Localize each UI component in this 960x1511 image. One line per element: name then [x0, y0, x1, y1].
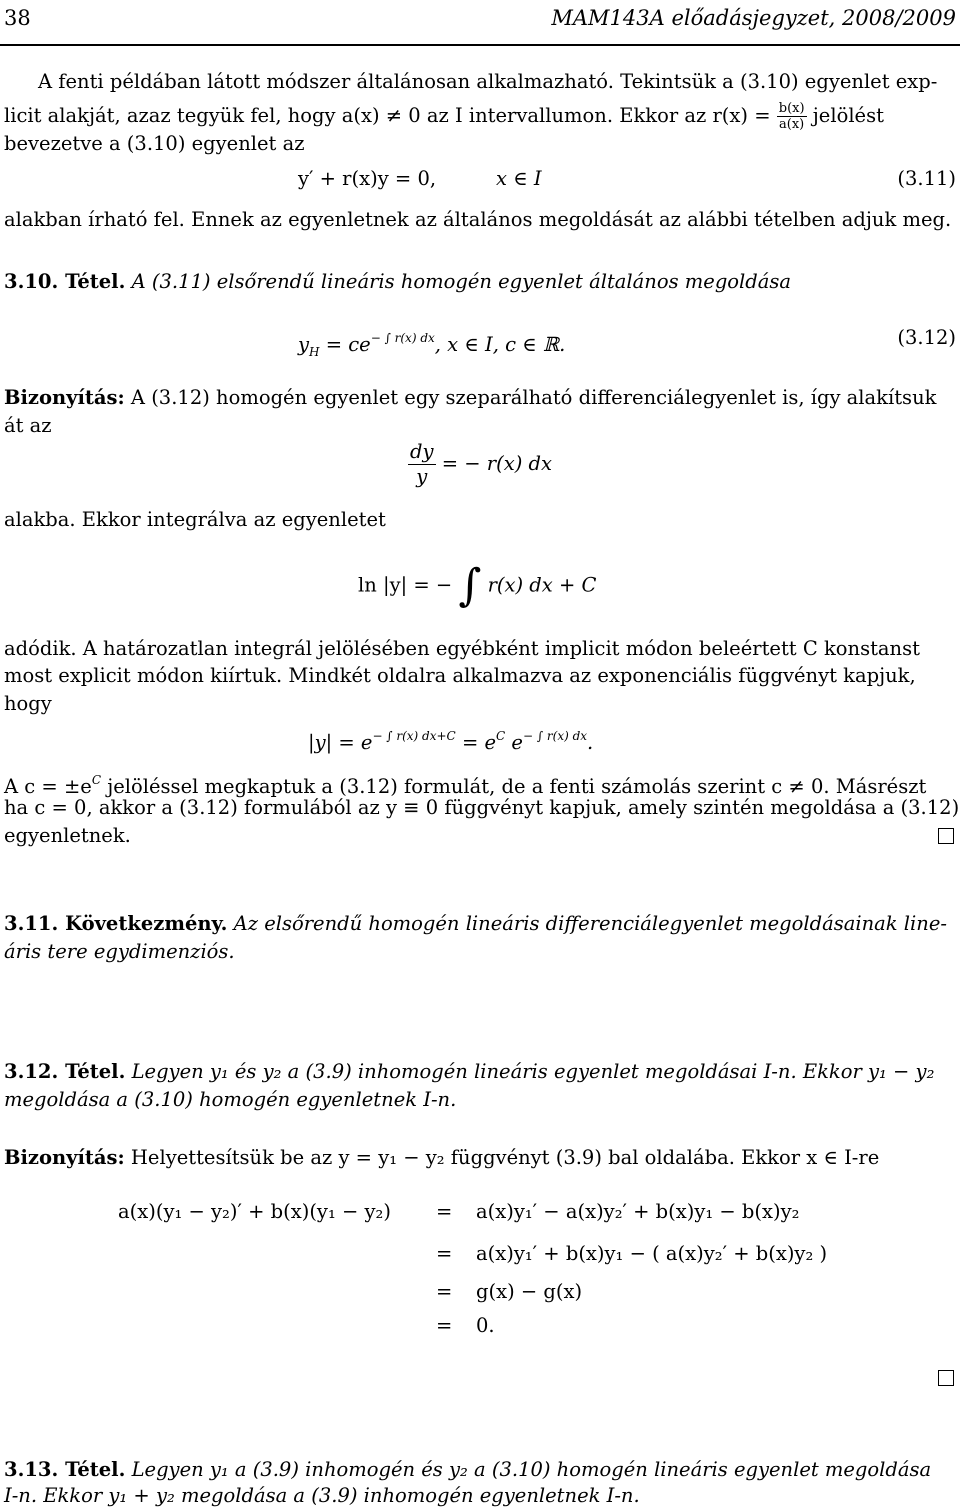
equation-part: = e	[455, 731, 497, 754]
proof-text: A c = ±e	[4, 775, 92, 798]
exponent: − ∫ r(x) dx+C	[372, 729, 456, 743]
paragraph-line: bevezetve a (3.10) egyenlet az	[4, 132, 305, 155]
exponent: C	[496, 729, 506, 743]
fraction-numerator: b(x)	[778, 101, 805, 116]
separated-equation	[408, 440, 552, 489]
equation-part: e	[505, 731, 523, 754]
exponent: − ∫ r(x) dx	[522, 729, 588, 743]
equation-rhs: = − r(x) dx	[441, 452, 552, 475]
proof-line	[4, 768, 926, 799]
exponential-equation	[308, 724, 593, 755]
proof-heading: Bizonyítás:	[4, 386, 125, 409]
paragraph-line: A fenti példában látott módszer általánosan alkalmazható. Tekintsük a (3.10) egyenlet exp-	[38, 70, 938, 93]
corollary-line: áris tere egydimenziós.	[4, 940, 235, 963]
proof-line: egyenletnek.	[4, 824, 131, 847]
proof-line	[4, 1146, 879, 1170]
theorem-heading: 3.13. Tétel.	[4, 1458, 126, 1481]
proof-line: ha c = 0, akkor a (3.12) formulából az y ≡ 0 függvényt kapjuk, amely szintén megoldása a (3.12)	[4, 796, 960, 819]
theorem-line: I-n. Ekkor y₁ + y₂ megoldása a (3.9) inhomogén egyenletnek I-n.	[4, 1484, 640, 1507]
theorem-text: A (3.11) elsőrendű lineáris homogén egyenlet általános megoldása	[131, 270, 792, 293]
equation-condition: x ∈ I	[496, 167, 542, 190]
paragraph-text: licit alakját, azaz tegyük fel, hogy a(x) ≠ 0 az I intervallumon. Ekkor az r(x) =	[4, 104, 771, 127]
proof-line: át az	[4, 414, 52, 437]
theorem-line	[4, 1458, 931, 1482]
fraction-denominator: a(x)	[779, 117, 805, 132]
theorem-line: megoldása a (3.10) homogén egyenletnek I-n.	[4, 1088, 457, 1111]
align-rhs: 0.	[476, 1314, 495, 1337]
integral-sign: ∫	[458, 560, 482, 611]
theorem-line	[4, 1060, 934, 1084]
align-equals: =	[436, 1280, 453, 1303]
theorem-heading: 3.10. Tétel.	[4, 270, 126, 293]
symbol-y: y	[298, 333, 310, 356]
proof-line	[4, 386, 936, 410]
header-rule	[0, 44, 960, 46]
subscript-h: H	[309, 345, 320, 359]
superscript-c: C	[91, 773, 102, 787]
proof-text: A (3.12) homogén egyenlet egy szeparálható differenciálegyenlet is, így alakítsuk	[130, 386, 937, 409]
fraction-denominator: y	[416, 465, 428, 488]
theorem-line	[4, 270, 791, 294]
proof-line: hogy	[4, 692, 52, 715]
equation-part: |y| = e	[308, 731, 373, 754]
align-lhs: a(x)(y₁ − y₂)′ + b(x)(y₁ − y₂)	[118, 1200, 391, 1223]
equation-rhs: r(x) dx + C	[487, 573, 597, 597]
theorem-text: Legyen y₁ és y₂ a (3.9) inhomogén lineáris egyenlet megoldásai I-n. Ekkor y₁ − y₂	[131, 1060, 935, 1083]
paragraph-text: jelölést	[812, 104, 884, 127]
equation-number: (3.12)	[897, 326, 956, 349]
page-number: 38	[4, 6, 31, 30]
proof-line: alakba. Ekkor integrálva az egyenletet	[4, 508, 386, 531]
proof-text: Helyettesítsük be az y = y₁ − y₂ függvényt (3.9) bal oldalába. Ekkor x ∈ I-re	[130, 1146, 880, 1169]
theorem-text: Legyen y₁ a (3.9) inhomogén és y₂ a (3.10) homogén lineáris egyenlet megoldása	[131, 1458, 932, 1481]
proof-line: adódik. A határozatlan integrál jelölésében egyébként implicit módon beleértett C konstanst	[4, 637, 920, 660]
exponent: − ∫ r(x) dx	[370, 331, 435, 345]
theorem-heading: 3.12. Tétel.	[4, 1060, 126, 1083]
fraction-numerator: dy	[410, 440, 434, 463]
align-rhs: a(x)y₁′ + b(x)y₁ − ( a(x)y₂′ + b(x)y₂ )	[476, 1242, 828, 1265]
align-equals: =	[436, 1200, 453, 1223]
equation-part: .	[587, 731, 594, 754]
equation-number: (3.11)	[897, 167, 956, 190]
corollary-line	[4, 912, 947, 936]
proof-line: most explicit módon kiírtuk. Mindkét oldalra alkalmazva az exponenciális függvényt kapjuk,	[4, 664, 916, 687]
fraction-b-over-a	[777, 101, 807, 132]
qed-square-icon	[938, 1370, 954, 1386]
align-rhs: a(x)y₁′ − a(x)y₂′ + b(x)y₁ − b(x)y₂	[476, 1200, 800, 1223]
equation-lhs: ln |y| = −	[358, 573, 453, 597]
running-title: MAM143A előadásjegyzet, 2008/2009	[551, 6, 956, 30]
align-equals: =	[436, 1314, 453, 1337]
equation-rest: , x ∈ I, c ∈ ℝ.	[434, 333, 566, 356]
log-equation	[358, 560, 597, 611]
proof-text: jelöléssel megkaptuk a (3.12) formulát, de a fenti számolás szerint c ≠ 0. Másrészt	[101, 775, 927, 798]
fraction-dy-over-y	[408, 440, 436, 489]
equation-eq: = ce	[325, 333, 371, 356]
paragraph-line	[4, 101, 884, 132]
equation-general-solution	[298, 326, 565, 364]
align-equals: =	[436, 1242, 453, 1265]
align-rhs: g(x) − g(x)	[476, 1280, 583, 1303]
proof-heading: Bizonyítás:	[4, 1146, 125, 1169]
corollary-heading: 3.11. Következmény.	[4, 912, 228, 935]
paragraph-line: alakban írható fel. Ennek az egyenletnek az általános megoldását az alábbi tételben adjuk meg.	[4, 208, 952, 231]
qed-square-icon	[938, 828, 954, 844]
corollary-text: Az elsőrendű homogén lineáris differenciálegyenlet megoldásainak line-	[233, 912, 947, 935]
equation-lhs: y′ + r(x)y = 0,	[298, 167, 437, 190]
